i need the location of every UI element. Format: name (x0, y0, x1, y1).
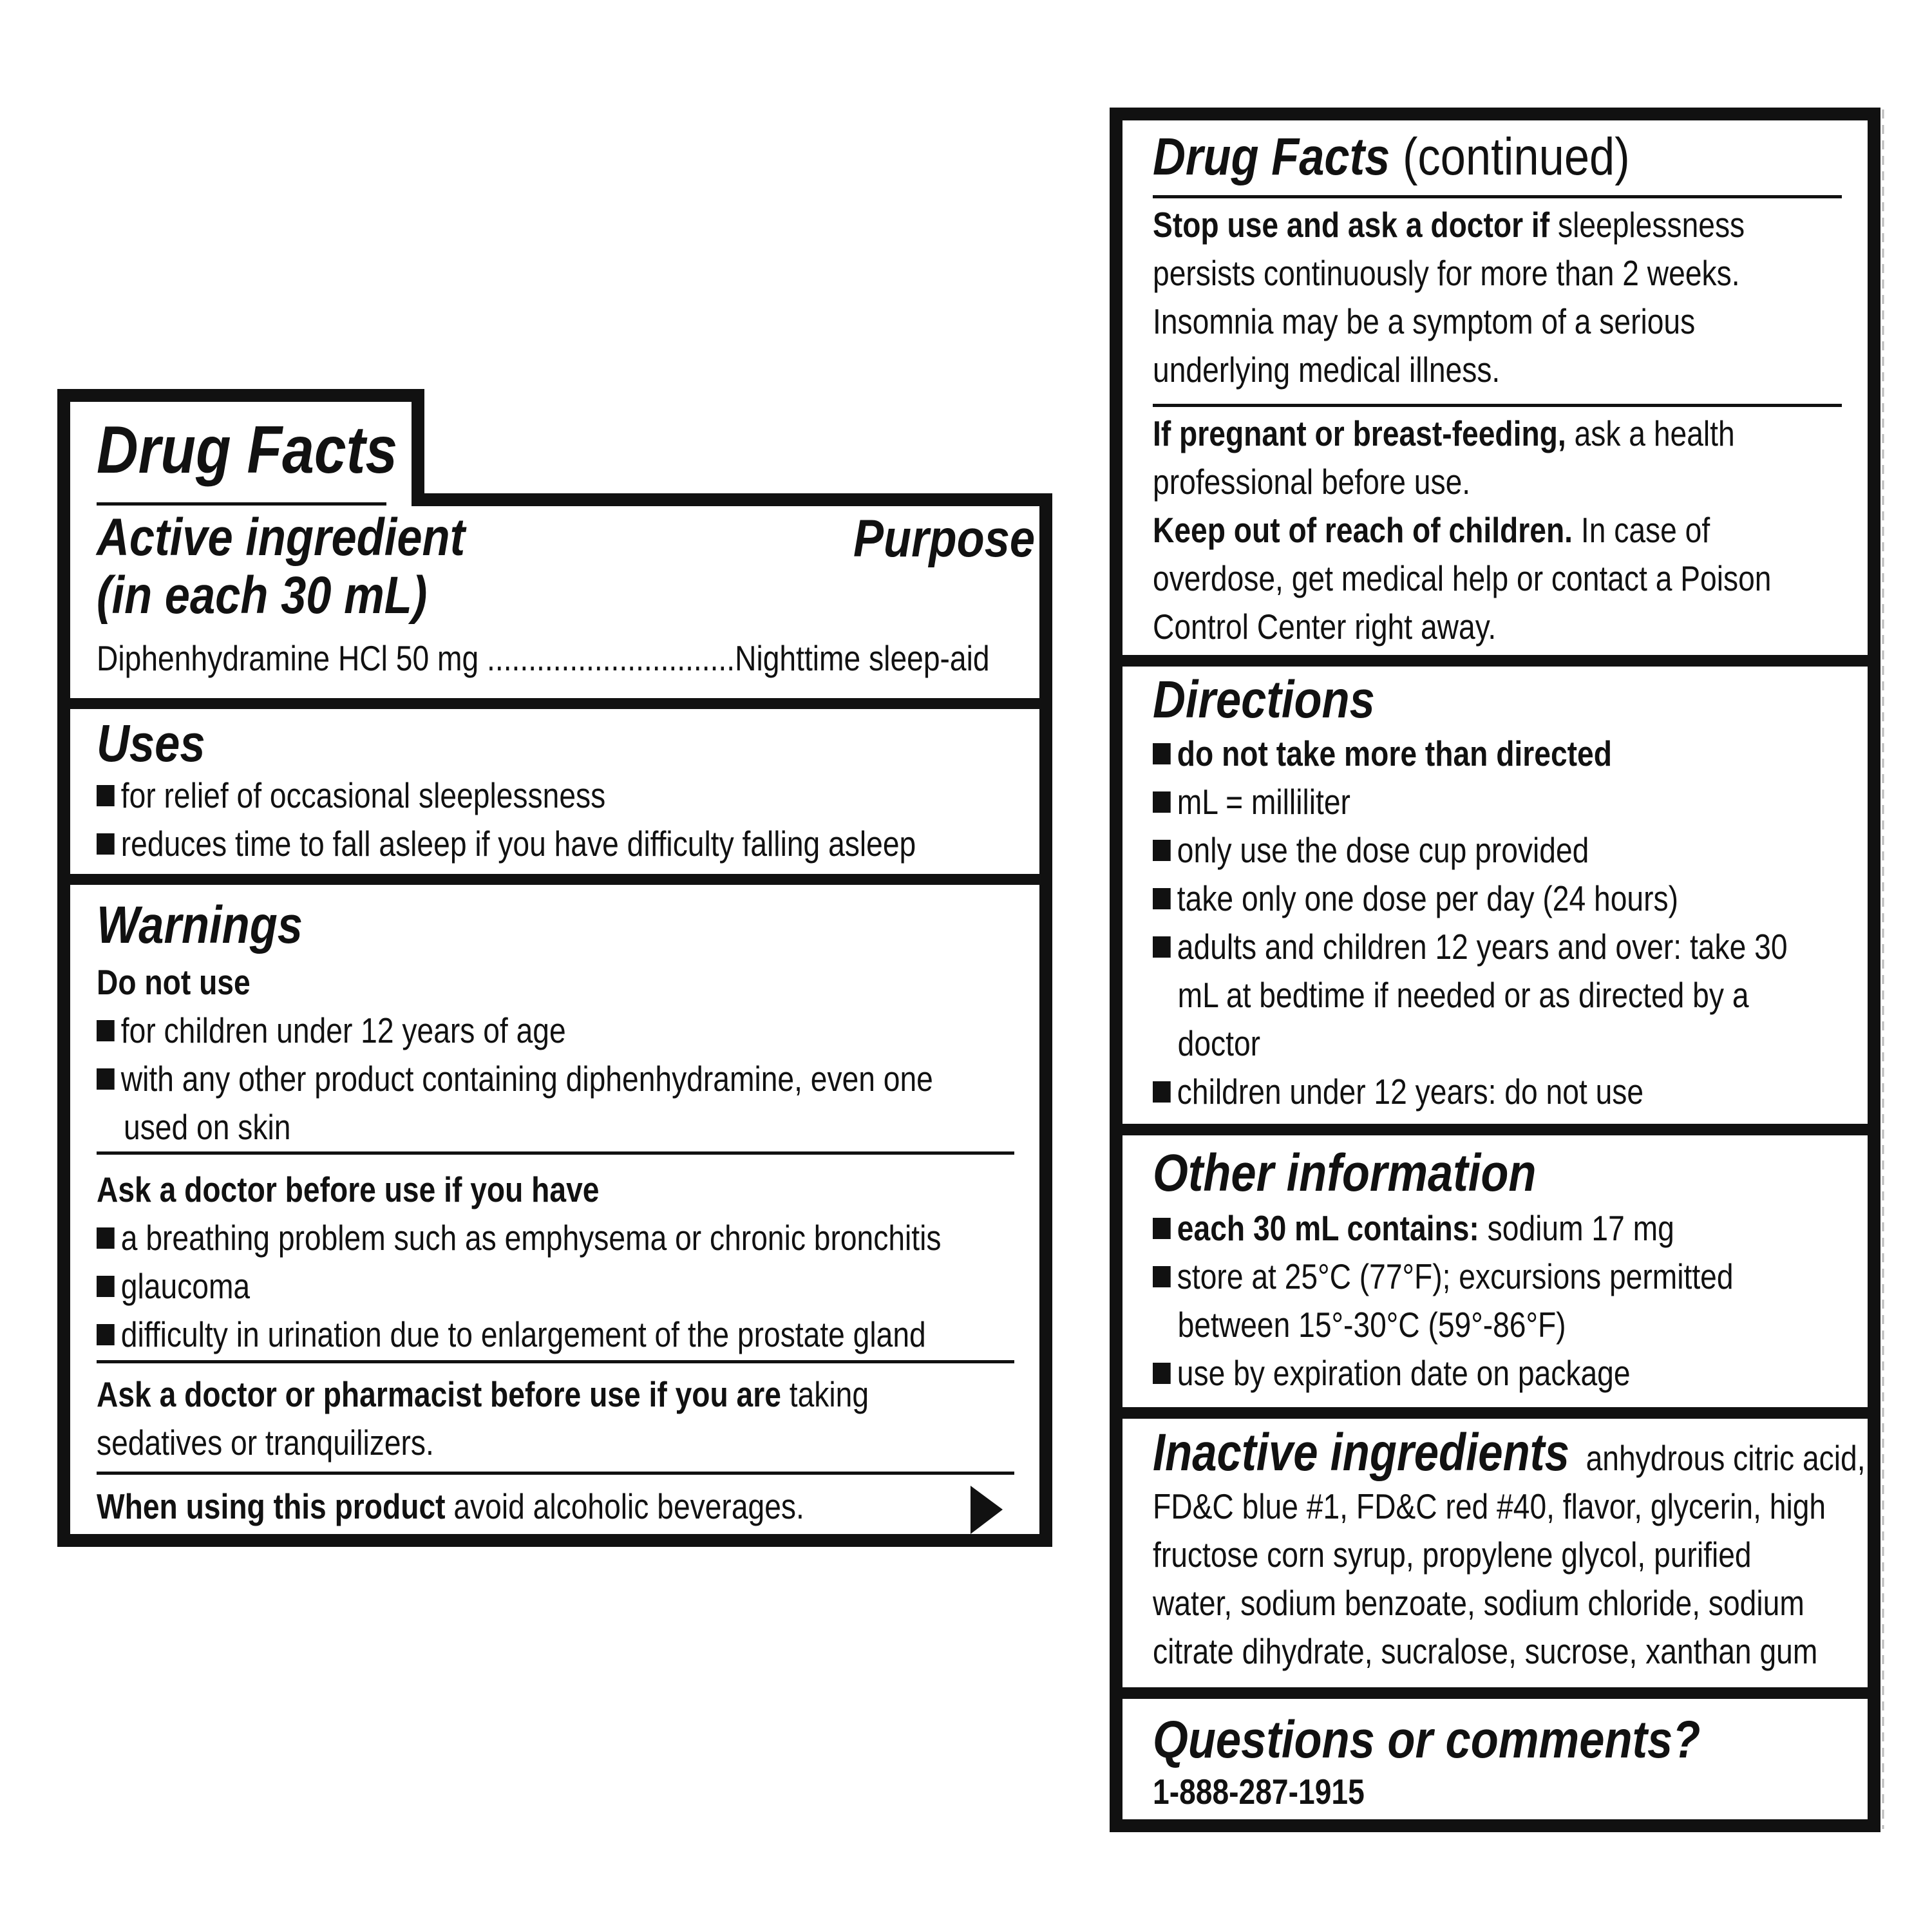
uses-item: for relief of occasional sleeplessness (97, 772, 916, 820)
ingredient-name: Diphenhydramine HCl 50 mg (97, 638, 479, 678)
bullet-square-icon (1153, 1266, 1171, 1287)
directions-list (1153, 730, 1788, 1116)
directions-item: do not take more than directed (1153, 730, 1788, 778)
bullet-square-icon (1153, 1081, 1171, 1103)
inactive-ingredients-text: Inactive ingredients anhydrous citric acid, FD&C blue #1, FD&C red #40, flavor, glycerin, high fructose corn syrup, propylene glycol, purified water, sodium benzoate, sodium chloride, sodium citrate dihydrate, sucralose, sucrose, xanthan gum (1153, 1423, 1866, 1671)
directions-item: take only one dose per day (24 hours) (1153, 875, 1788, 923)
questions-heading: Questions or comments? (1153, 1710, 1701, 1769)
do-not-use-item-continued: used on skin (124, 1107, 291, 1147)
uses-item: reduces time to fall asleep if you have difficulty falling asleep (97, 820, 916, 868)
ingredient-purpose: Nighttime sleep-aid (735, 638, 990, 678)
other-information-list (1153, 1204, 1734, 1397)
ask-doctor-item: glaucoma (97, 1262, 942, 1311)
directions-item: only use the dose cup provided (1153, 826, 1788, 875)
directions-item: adults and children 12 years and over: take 30 (1153, 923, 1788, 971)
directions-item: children under 12 years: do not use (1153, 1068, 1788, 1116)
ask-pharmacist-text: Ask a doctor or pharmacist before use if you are taking sedatives or tranquilizers. (97, 1374, 869, 1463)
other-item: use by expiration date on package (1153, 1349, 1734, 1397)
other-item: each 30 mL contains: sodium 17 mg (1153, 1204, 1734, 1253)
directions-item-continued: mL at bedtime if needed or as directed by a (1177, 975, 1749, 1015)
bullet-square-icon (1153, 791, 1171, 813)
ask-doctor-heading: Ask a doctor before use if you have (97, 1170, 600, 1209)
ask-doctor-item: difficulty in urination due to enlargement of the prostate gland (97, 1311, 942, 1359)
other-item-continued: between 15°-30°C (59°-86°F) (1177, 1305, 1566, 1345)
bullet-square-icon (1153, 1363, 1171, 1384)
purpose-heading: Purpose (853, 509, 1036, 568)
uses-heading: Uses (97, 714, 205, 773)
do-not-use-heading: Do not use (97, 962, 251, 1002)
phone-number: 1-888-287-1915 (1153, 1772, 1365, 1812)
bullet-square-icon (1153, 840, 1171, 861)
when-using-text: When using this product avoid alcoholic beverages. (97, 1486, 804, 1526)
ingredient-dots: .............................. (487, 638, 735, 678)
active-ingredient-heading-line2: (in each 30 mL) (97, 566, 428, 625)
ask-doctor-item: a breathing problem such as emphysema or chronic bronchitis (97, 1214, 942, 1262)
do-not-use-item: with any other product containing diphenhydramine, even one (97, 1055, 933, 1103)
warnings-heading: Warnings (97, 896, 303, 954)
bullet-square-icon (1153, 936, 1171, 958)
bullet-square-icon (1153, 743, 1171, 764)
stop-use-text: Stop use and ask a doctor if sleeplessness persists continuously for more than 2 weeks. Insomnia may be a symptom of a serious underlying medical illness. (1153, 205, 1745, 390)
directions-item: mL = milliliter (1153, 778, 1788, 826)
bullet-square-icon (1153, 1218, 1171, 1239)
active-ingredient-heading-line1: Active ingredient (97, 508, 466, 567)
other-information-heading: Other information (1153, 1144, 1537, 1202)
directions-item-continued: doctor (1177, 1023, 1261, 1063)
drug-facts-continued-title: Drug Facts (continued) (1153, 128, 1630, 186)
title-underline (1153, 195, 1842, 198)
other-item: store at 25°C (77°F); excursions permitted (1153, 1253, 1734, 1301)
pregnant-text: If pregnant or breast-feeding, ask a health professional before use. Keep out of reach of children. In case of overdose, get medical help or contact a Poison Control Center right away. (1153, 413, 1772, 647)
divider (1153, 404, 1842, 407)
directions-heading: Directions (1153, 670, 1375, 729)
do-not-use-item: for children under 12 years of age (97, 1007, 933, 1055)
bullet-square-icon (1153, 888, 1171, 909)
inactive-ingredients-heading: Inactive ingredients (1153, 1423, 1569, 1482)
drug-facts-title: Drug Facts (97, 413, 398, 488)
